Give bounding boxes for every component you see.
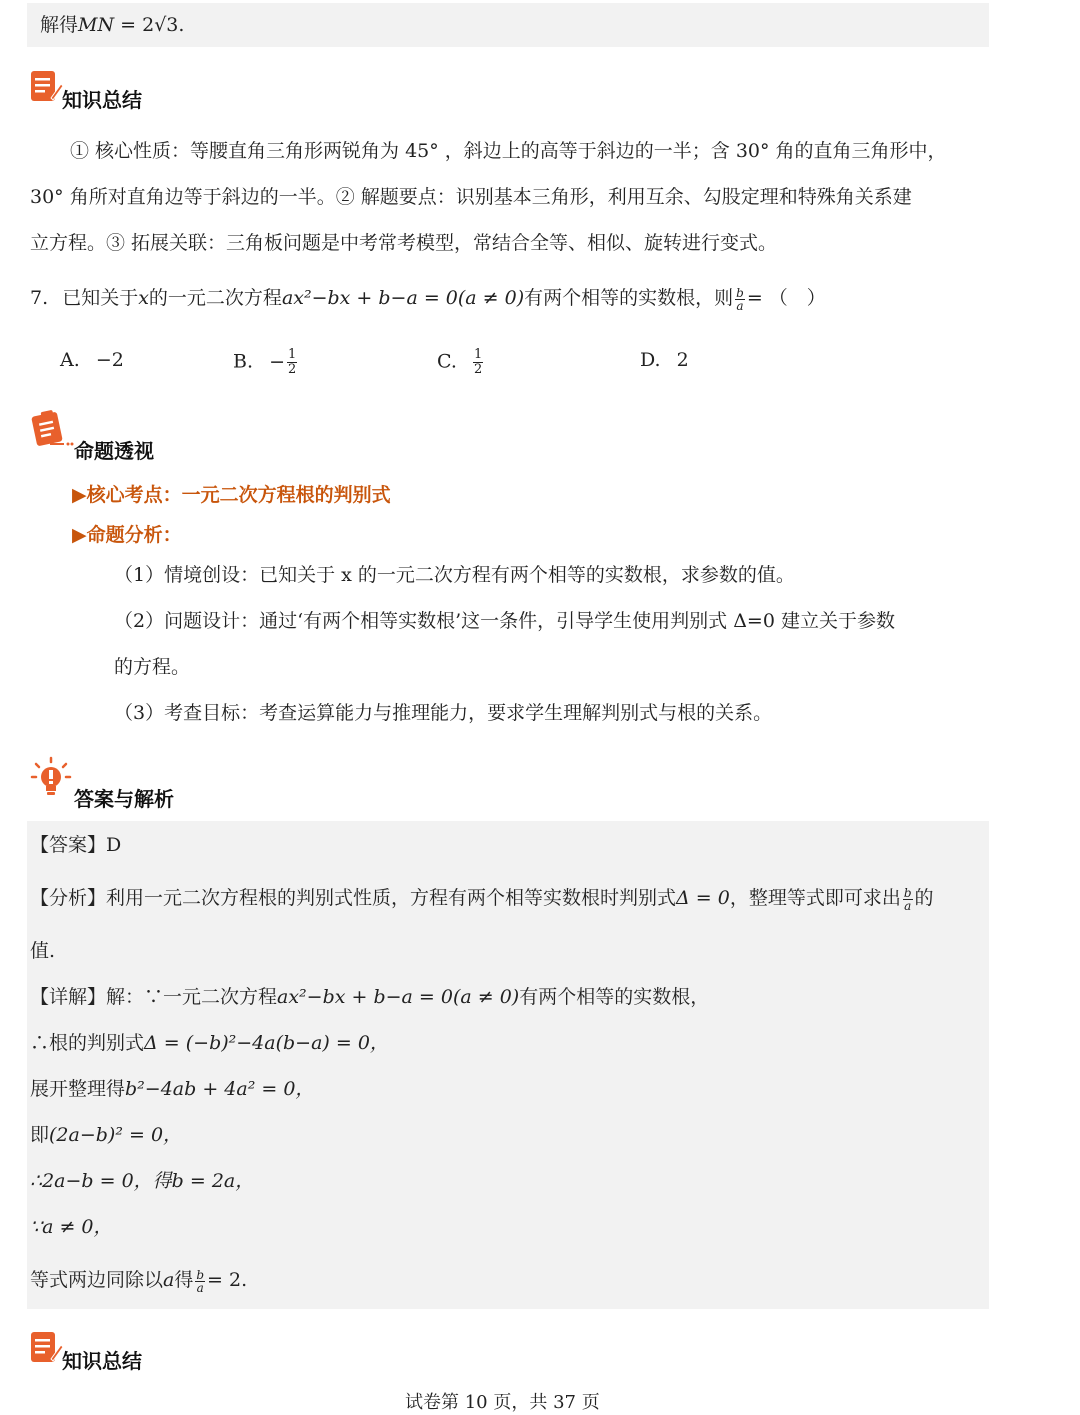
detail-line-2 [30, 1031, 389, 1055]
detail-text: ∴根的判别式 [30, 1032, 145, 1054]
question-fraction-num: b [736, 285, 744, 300]
option-fraction [287, 348, 297, 377]
option-fraction [473, 348, 483, 377]
knowledge-line-2: 30° 角所对直角边等于斜边的一半。② 解题要点：识别基本三角形，利用互余、勾股定理和特殊角关系建 [30, 186, 912, 208]
analysis-line-4: （3）考查目标：考查运算能力与推理能力，要求学生理解判别式与根的关系。 [114, 702, 773, 724]
question-equation: ax²−bx + b−a = 0(a ≠ 0) [281, 287, 525, 309]
knowledge-summary-icon [29, 68, 63, 104]
analysis-line-3: 的方程。 [114, 656, 191, 678]
detail-equation: Δ = (−b)²−4a(b−a) = 0， [144, 1032, 389, 1054]
question-7 [30, 286, 826, 312]
question-number: 7. [30, 287, 49, 309]
detail-fraction [195, 1269, 205, 1294]
top-solution-prefix: 解得 [40, 14, 79, 36]
option-label: A. [60, 349, 80, 371]
knowledge-summary-heading: 知识总结 [62, 88, 142, 112]
analysis-explain-line [30, 886, 934, 912]
option-c [437, 348, 485, 377]
analysis-explain-text: 【分析】利用一元二次方程根的判别式性质，方程有两个相等实数根时判别式 [30, 887, 677, 909]
detail-var: a [163, 1269, 175, 1291]
option-sign: − [269, 350, 285, 373]
question-text: 的一元二次方程 [148, 287, 282, 309]
detail-text: 展开整理得 [30, 1078, 126, 1100]
detail-line-4 [30, 1123, 182, 1147]
option-fraction-num: 1 [287, 347, 297, 362]
knowledge-summary-heading-2: 知识总结 [62, 1349, 142, 1373]
analysis-explain-text: 的 [914, 887, 934, 909]
fraction-num: b [903, 885, 912, 900]
clipboard-icon [30, 408, 74, 452]
question-text: = （ ） [746, 287, 826, 309]
detail-equation: = 2. [207, 1269, 248, 1291]
question-var-x: x [138, 287, 149, 309]
detail-equation: (2a−b)² = 0， [49, 1124, 183, 1146]
analysis-explain-text: ，整理等式即可求出 [729, 887, 901, 909]
detail-text: 有两个相等的实数根， [519, 986, 710, 1008]
question-fraction [735, 287, 745, 312]
detail-equation: b²−4ab + 4a² = 0， [125, 1078, 315, 1100]
lightbulb-icon [30, 756, 72, 800]
option-label: B. [233, 350, 254, 373]
analysis-explain-cont: 值. [30, 940, 56, 962]
detail-line-3 [30, 1077, 314, 1101]
fraction-num: b [196, 1267, 205, 1282]
detail-line-5: ∴2a−b = 0，得b = 2a， [30, 1170, 255, 1192]
question-fraction-den: a [736, 298, 744, 313]
fraction-den: a [196, 1280, 204, 1295]
analysis-line-1: （1）情境创设：已知关于 x 的一元二次方程有两个相等的实数根，求参数的值。 [114, 564, 795, 586]
detail-equation: ax²−bx + b−a = 0(a ≠ 0) [277, 986, 520, 1008]
top-solution-eq: = 2√3. [114, 14, 185, 36]
question-text: 已知关于 [62, 287, 139, 309]
detail-text: 【详解】解：∵一元二次方程 [30, 986, 278, 1008]
option-b [233, 348, 299, 377]
fraction-den: a [904, 898, 912, 913]
option-value: −2 [95, 349, 124, 371]
option-label: C. [437, 350, 457, 373]
core-point: ▶核心考点：一元二次方程根的判别式 [72, 484, 391, 506]
detail-line-1 [30, 985, 709, 1009]
option-d [640, 348, 689, 372]
analysis-label: ▶命题分析： [72, 524, 182, 546]
detail-line-7 [30, 1268, 247, 1294]
top-solution-line [40, 13, 184, 37]
option-fraction-den: 2 [473, 362, 483, 377]
detail-line-6: ∵a ≠ 0， [30, 1216, 113, 1238]
knowledge-line-1: ① 核心性质：等腰直角三角形两锐角为 45° ，斜边上的高等于斜边的一半；含 30° 角的直角三角形中， [70, 140, 947, 162]
option-label: D. [640, 349, 661, 371]
question-text: 有两个相等的实数根，则 [524, 287, 734, 309]
analysis-explain-fraction [903, 887, 913, 912]
top-solution-var: MN [78, 14, 115, 36]
option-a [60, 348, 124, 372]
detail-text: 得 [174, 1269, 194, 1291]
knowledge-line-3: 立方程。③ 拓展关联：三角板问题是中考常考模型，常结合全等、相似、旋转进行变式。 [30, 232, 778, 254]
answer-line: 【答案】D [30, 834, 122, 856]
analysis-heading: 命题透视 [74, 439, 154, 463]
detail-text: 等式两边同除以 [30, 1269, 164, 1291]
option-value: 2 [676, 349, 689, 371]
option-fraction-num: 1 [473, 347, 483, 362]
answer-heading: 答案与解析 [74, 787, 174, 811]
analysis-line-2: （2）问题设计：通过‘有两个相等实数根’这一条件，引导学生使用判别式 Δ=0 建立关于参数 [114, 610, 895, 632]
analysis-explain-math: Δ = 0 [676, 887, 730, 909]
detail-text: 即 [30, 1124, 50, 1146]
page-footer: 试卷第 10 页，共 37 页 [405, 1392, 600, 1413]
option-fraction-den: 2 [287, 362, 297, 377]
knowledge-summary-icon [29, 1329, 63, 1365]
